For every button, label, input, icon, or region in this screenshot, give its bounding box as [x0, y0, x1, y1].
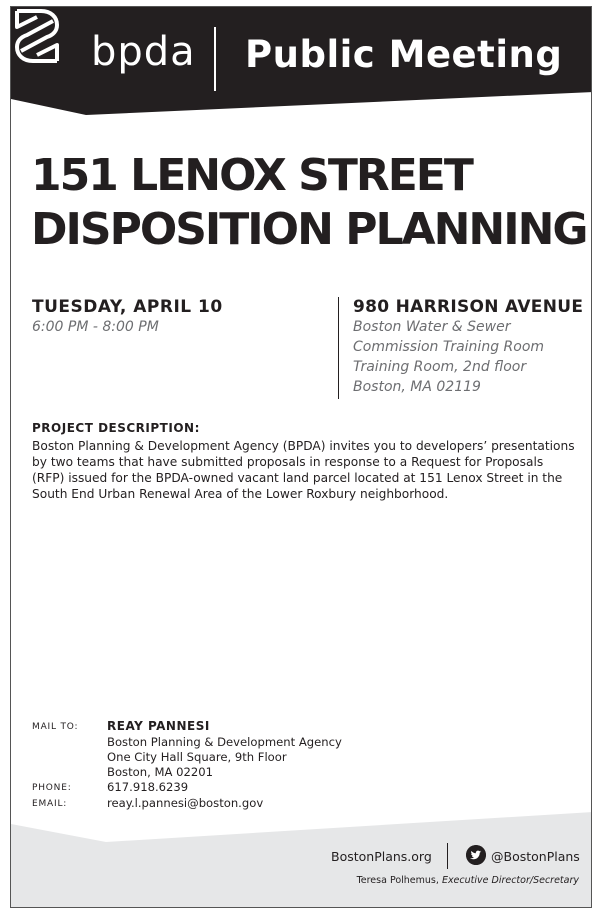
address-line: Boston, MA 02201 — [107, 765, 213, 779]
address-line: One City Hall Square, 9th Floor — [107, 750, 287, 764]
location-title: 980 HARRISON AVENUE — [353, 297, 584, 317]
contact-name: REAY PANNESI — [107, 719, 210, 733]
twitter-bird-icon[interactable] — [466, 845, 486, 865]
description-heading: PROJECT DESCRIPTION: — [32, 421, 200, 435]
twitter-handle[interactable]: @BostonPlans — [491, 849, 580, 864]
event-title-line2: DISPOSITION PLANNING — [31, 204, 587, 255]
address-row — [32, 750, 432, 765]
description-body: Boston Planning & Development Agency (BPDA) invites you to developers’ presentations by two teams that have submitted proposals in response to a Request for Proposals (RFP) issued for the BPDA-owned vacant land parcel located at 151 Lenox Street in the South End Urban Renewal Area of the Lower Roxbury neighborhood. — [32, 439, 575, 501]
brand-wordmark: bpda — [91, 29, 196, 75]
mail-label: MAIL TO: — [32, 722, 79, 732]
phone-number[interactable]: 617.918.6239 — [107, 780, 189, 794]
event-title-line1: 151 LENOX STREET — [31, 150, 472, 201]
header-divider — [214, 27, 216, 91]
director-name: Teresa Polhemus, — [356, 875, 439, 886]
event-time: 6:00 PM - 8:00 PM — [32, 319, 159, 335]
address-line: Boston Planning & Development Agency — [107, 735, 342, 749]
director-title: Executive Director/Secretary — [441, 875, 579, 886]
date-block — [32, 297, 332, 335]
project-description — [32, 421, 577, 502]
date-location-divider — [338, 297, 339, 399]
mail-row — [32, 719, 432, 735]
email-address[interactable]: reay.l.pannesi@boston.gov — [107, 796, 264, 810]
phone-row — [32, 780, 432, 796]
location-line: Commission Training Room — [353, 339, 545, 355]
contact-block — [32, 719, 432, 812]
address-row — [32, 735, 432, 750]
footer-divider — [447, 843, 448, 869]
location-line: Boston Water & Sewer — [353, 319, 511, 335]
location-block — [353, 297, 588, 397]
event-title — [31, 149, 591, 257]
email-row — [32, 796, 432, 812]
flyer-frame — [10, 6, 592, 908]
phone-label: PHONE: — [32, 783, 72, 793]
website-link[interactable]: BostonPlans.org — [331, 849, 432, 864]
director-credit — [351, 875, 579, 886]
header-band — [11, 7, 591, 117]
address-row — [32, 765, 432, 780]
email-label: EMAIL: — [32, 799, 68, 809]
location-line: Boston, MA 02119 — [353, 379, 481, 395]
header-title: Public Meeting — [245, 33, 563, 76]
event-date: TUESDAY, APRIL 10 — [32, 297, 223, 317]
bpda-logo-icon — [11, 7, 65, 65]
location-line: Training Room, 2nd floor — [353, 359, 527, 375]
